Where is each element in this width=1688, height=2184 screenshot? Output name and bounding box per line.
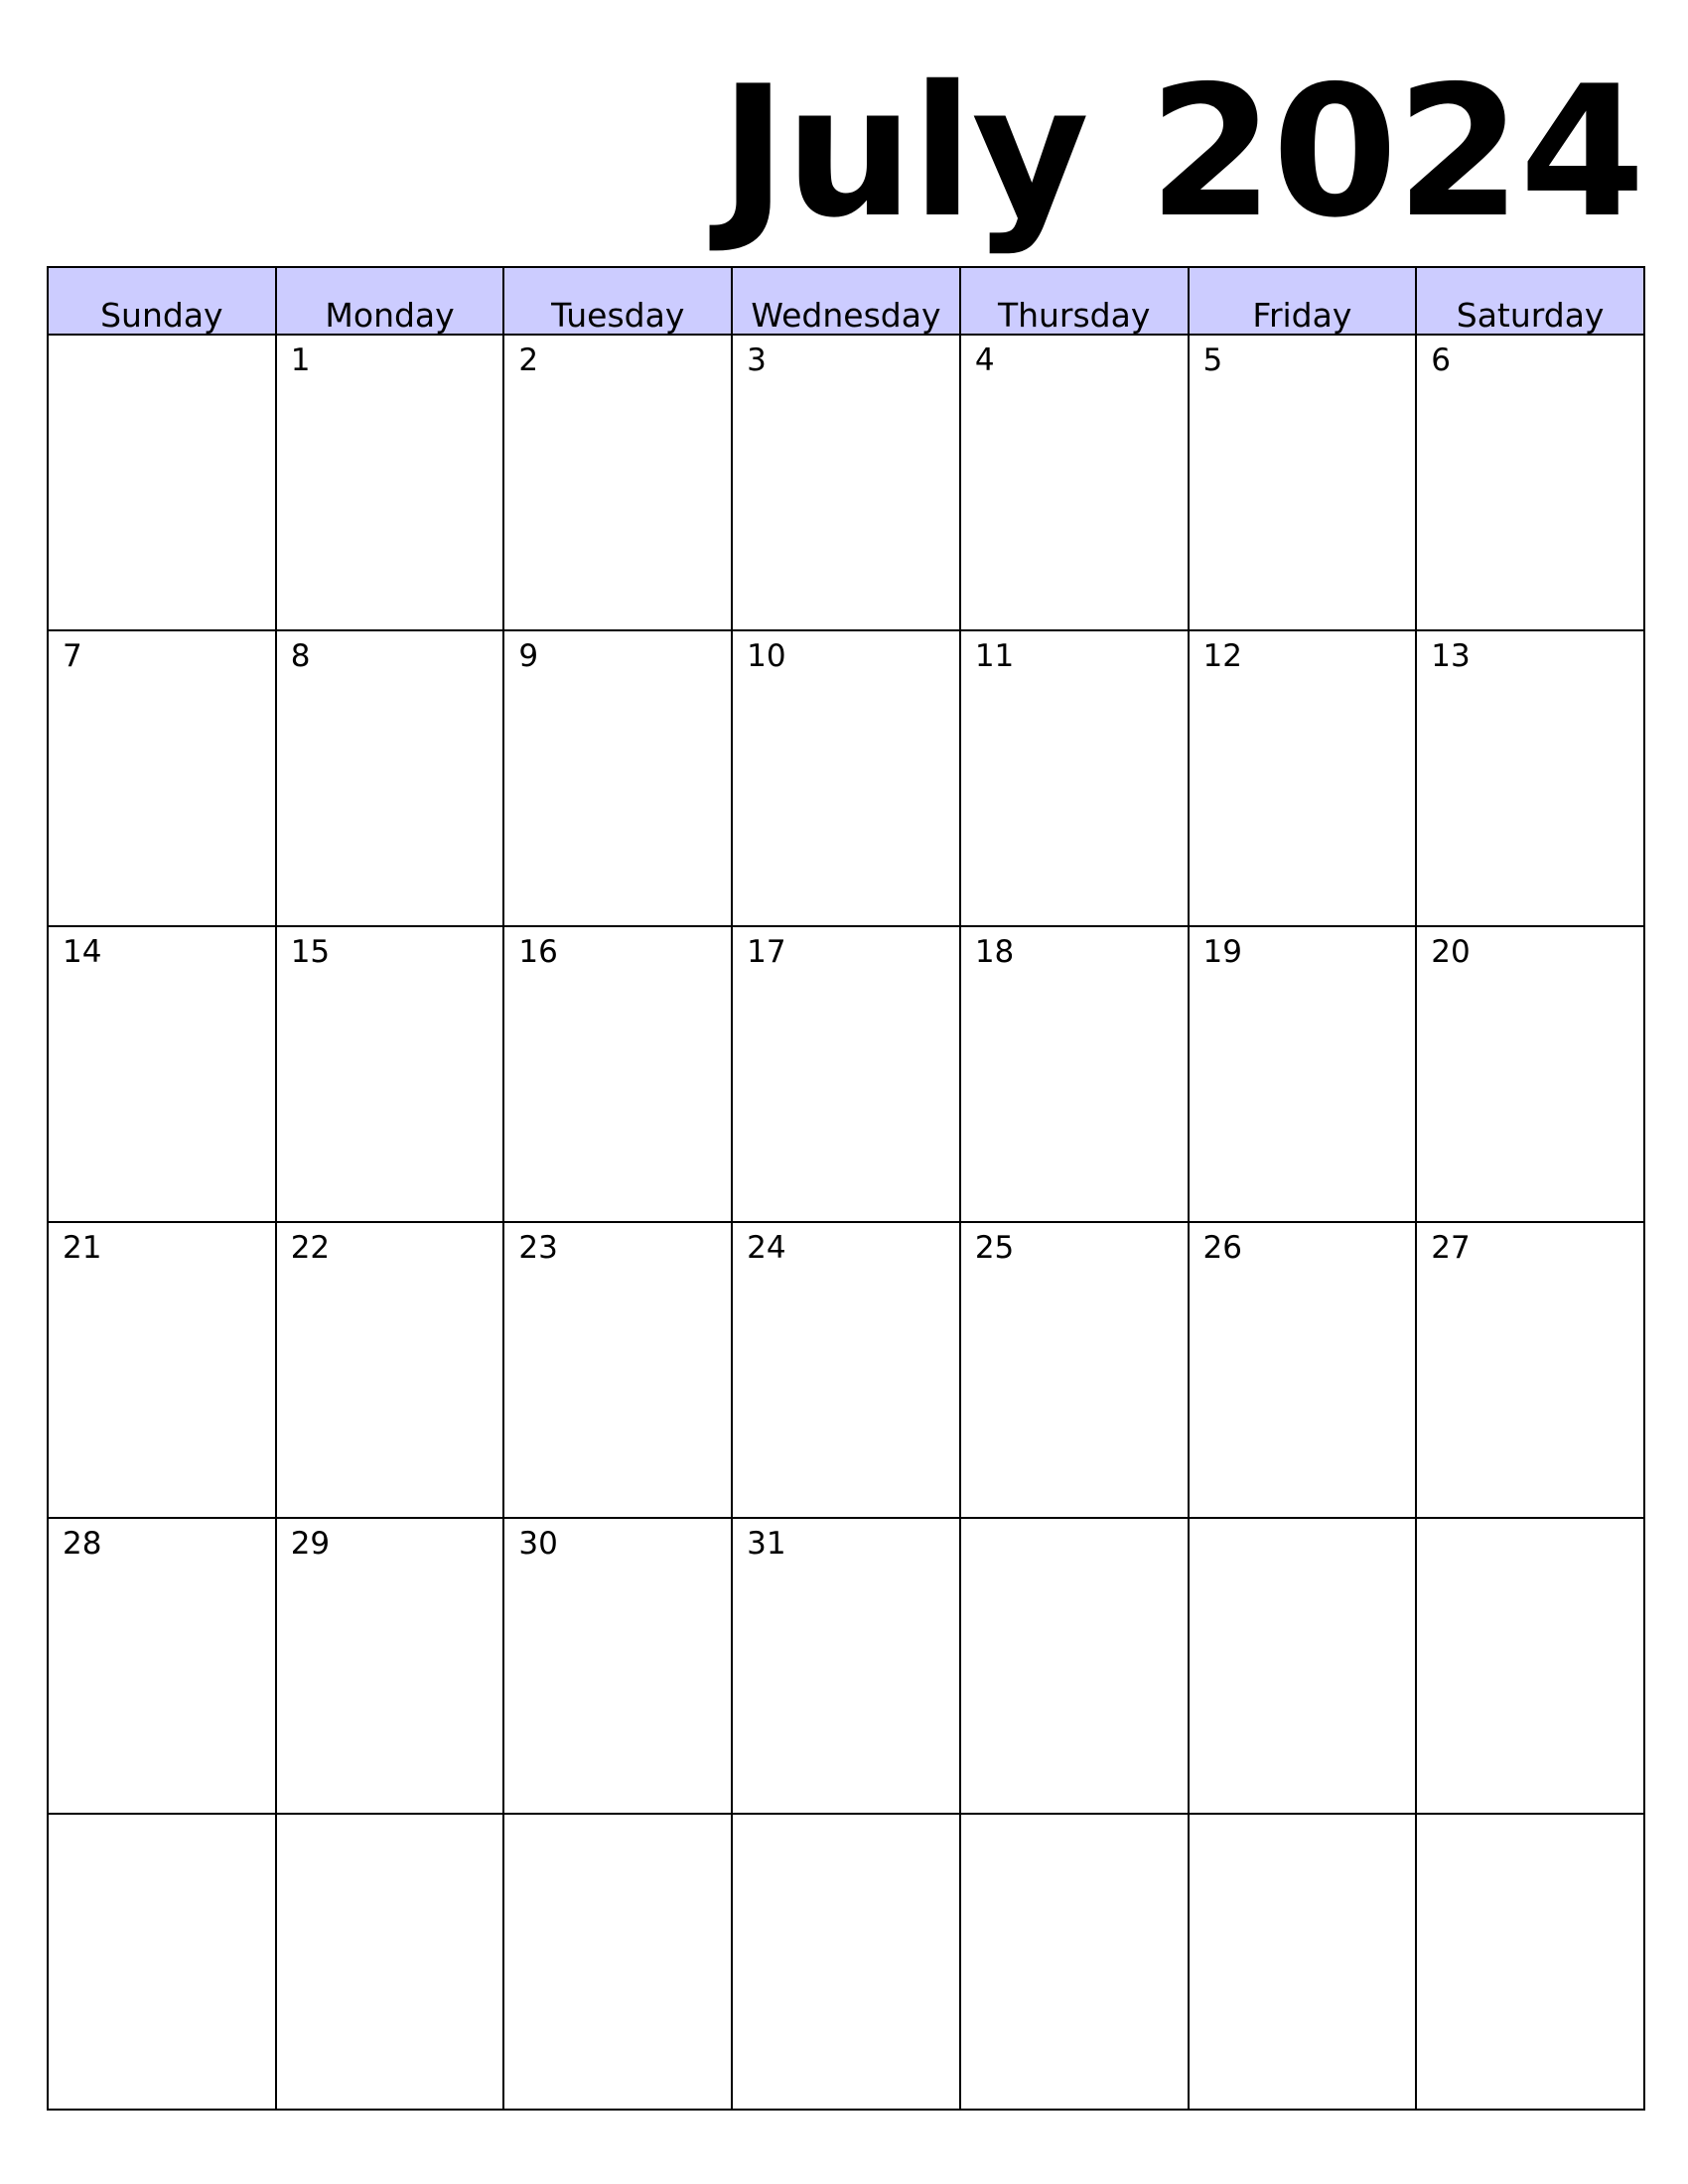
day-number: 10 [747, 638, 786, 674]
day-cell[interactable] [1189, 926, 1417, 1222]
day-cell[interactable] [276, 630, 504, 926]
day-number [1417, 1815, 1643, 1823]
day-cell[interactable] [960, 1222, 1189, 1518]
day-number: 25 [974, 1230, 1015, 1266]
day-number: 30 [518, 1526, 558, 1562]
day-number: 19 [1202, 934, 1242, 970]
day-number: 29 [290, 1526, 331, 1562]
day-cell[interactable] [1189, 630, 1417, 926]
day-number: 23 [518, 1230, 558, 1266]
day-cell[interactable] [732, 335, 960, 630]
weekday-header-row [48, 267, 1644, 335]
weekday-sunday: Sunday [48, 267, 276, 335]
day-cell[interactable] [503, 1222, 732, 1518]
week-row-2 [48, 630, 1644, 926]
week-row-3 [48, 926, 1644, 1222]
day-number: 26 [1202, 1230, 1242, 1266]
weekday-tuesday: Tuesday [503, 267, 732, 335]
day-number: 14 [63, 934, 102, 970]
day-number: 4 [974, 342, 995, 378]
day-number: 13 [1431, 638, 1471, 674]
day-number: 21 [63, 1230, 102, 1266]
day-cell[interactable] [960, 926, 1189, 1222]
day-cell[interactable] [1416, 1814, 1644, 2110]
day-cell[interactable] [48, 630, 276, 926]
day-cell[interactable] [276, 926, 504, 1222]
day-number: 6 [1431, 342, 1451, 378]
day-number: 28 [63, 1526, 102, 1562]
day-number [733, 1815, 959, 1823]
day-number: 8 [290, 638, 311, 674]
week-row-6 [48, 1814, 1644, 2110]
weekday-saturday: Saturday [1416, 267, 1644, 335]
day-number: 7 [63, 638, 82, 674]
day-number: 20 [1431, 934, 1471, 970]
day-cell[interactable] [48, 1814, 276, 2110]
day-cell[interactable] [732, 630, 960, 926]
day-cell[interactable] [48, 926, 276, 1222]
day-number [49, 1815, 275, 1823]
day-cell[interactable] [1416, 1518, 1644, 1814]
day-cell[interactable] [1416, 1222, 1644, 1518]
week-row-5 [48, 1518, 1644, 1814]
day-cell[interactable] [732, 1518, 960, 1814]
day-number: 31 [747, 1526, 786, 1562]
day-number: 18 [974, 934, 1015, 970]
day-number: 5 [1202, 342, 1223, 378]
day-cell[interactable] [48, 335, 276, 630]
day-number: 2 [518, 342, 539, 378]
week-row-1 [48, 335, 1644, 630]
day-cell[interactable] [503, 1518, 732, 1814]
day-number: 17 [747, 934, 786, 970]
calendar-grid [47, 266, 1645, 2111]
day-number [961, 1815, 1188, 1823]
day-number [961, 1519, 1188, 1527]
day-cell[interactable] [276, 335, 504, 630]
calendar-title: July 2024 [719, 47, 1643, 257]
day-cell[interactable] [960, 1814, 1189, 2110]
day-number: 24 [747, 1230, 786, 1266]
day-cell[interactable] [1416, 335, 1644, 630]
day-cell[interactable] [503, 1814, 732, 2110]
day-number [1190, 1815, 1416, 1823]
weekday-thursday: Thursday [960, 267, 1189, 335]
day-number: 9 [518, 638, 539, 674]
day-cell[interactable] [503, 630, 732, 926]
day-cell[interactable] [960, 335, 1189, 630]
day-number: 27 [1431, 1230, 1471, 1266]
day-number: 1 [290, 342, 311, 378]
weekday-wednesday: Wednesday [732, 267, 960, 335]
day-cell[interactable] [276, 1518, 504, 1814]
day-number: 12 [1202, 638, 1242, 674]
day-number: 15 [290, 934, 331, 970]
week-row-4 [48, 1222, 1644, 1518]
day-number: 16 [518, 934, 558, 970]
day-cell[interactable] [1189, 1814, 1417, 2110]
day-cell[interactable] [1189, 335, 1417, 630]
day-cell[interactable] [503, 926, 732, 1222]
day-cell[interactable] [48, 1222, 276, 1518]
day-cell[interactable] [732, 1222, 960, 1518]
day-cell[interactable] [1416, 926, 1644, 1222]
weekday-monday: Monday [276, 267, 504, 335]
day-cell[interactable] [503, 335, 732, 630]
day-number: 22 [290, 1230, 331, 1266]
day-cell[interactable] [960, 630, 1189, 926]
day-cell[interactable] [732, 926, 960, 1222]
day-cell[interactable] [1416, 630, 1644, 926]
day-number [1190, 1519, 1416, 1527]
day-cell[interactable] [732, 1814, 960, 2110]
weekday-friday: Friday [1189, 267, 1417, 335]
day-number [504, 1815, 731, 1823]
day-number [49, 336, 275, 343]
day-number: 11 [974, 638, 1015, 674]
day-cell[interactable] [960, 1518, 1189, 1814]
day-cell[interactable] [276, 1814, 504, 2110]
day-cell[interactable] [1189, 1518, 1417, 1814]
day-cell[interactable] [276, 1222, 504, 1518]
day-cell[interactable] [48, 1518, 276, 1814]
day-cell[interactable] [1189, 1222, 1417, 1518]
day-number [1417, 1519, 1643, 1527]
day-number [277, 1815, 503, 1823]
day-number: 3 [747, 342, 767, 378]
